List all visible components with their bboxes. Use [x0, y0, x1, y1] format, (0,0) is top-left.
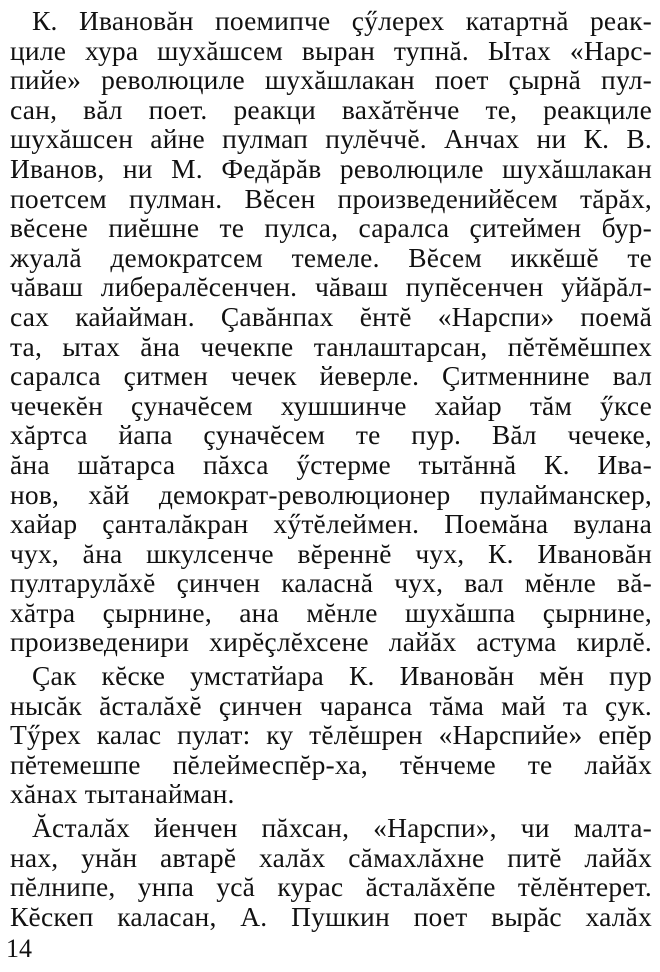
page-number: 14: [6, 934, 32, 963]
paragraph-2: [10, 661, 652, 809]
text-line: Иванов, ни М. Федăрăв революциле шухăшлакан: [10, 152, 652, 184]
text-line: хăнах тытанайман.: [10, 778, 235, 810]
text-line: пултарулăхĕ çинчен каласнă чух, вал мĕнле вă-: [10, 567, 652, 599]
text-line: нов, хăй демократ-революционер пулайманскер,: [10, 478, 652, 510]
text-line: циле хура шухăшсем выран тупнă. Ытах «Нарс-: [10, 34, 652, 66]
text-line: поетсем пулман. Вĕсен произведенийĕсем тăрăх,: [10, 182, 652, 214]
text-line: чечекĕн çуначĕсем хушшинче хайар тăм ӳксе: [10, 389, 652, 421]
text-line: произведенири хирĕçлĕхсене лайăх астума кирлĕ.: [10, 626, 652, 658]
text-line: ăна шăтарса пăхса ӳстерме тытăннă К. Ива-: [10, 448, 652, 480]
text-line: пĕтемешпе пĕлеймеспĕр-ха, тĕнчеме те лайăх: [10, 748, 652, 780]
text-line: саралса çитмен чечек йеверле. Çитменнине вал: [10, 360, 652, 392]
text-line: хăтра çырнине, ана мĕнле шухăшпа çырнине,: [10, 596, 652, 628]
text-line: нах, унăн автарĕ халăх сăмахлăхне питĕ лайăх: [10, 841, 652, 873]
text-line: сан, вăл поет. реакци вахăтĕнче те, реакциле: [10, 93, 652, 125]
text-line: пийе» революциле шухăшлакан поет çырнă пул-: [10, 64, 652, 96]
text-line: нысăк ăсталăхĕ çинчен чаранса тăма май та çук.: [10, 689, 652, 721]
text-line: чăваш либералĕсенчен. чăваш пупĕсенчен уйăрăл-: [10, 271, 652, 303]
text-line: Ăсталăх йенчен пăхсан, «Нарспи», чи малта-: [32, 812, 652, 844]
text-line: Тӳрех калас пулат: ку тĕлĕшрен «Нарспийе» епĕр: [10, 719, 652, 751]
text-line: хайар çанталăкран хӳтĕлеймен. Поемăна вулана: [10, 508, 652, 540]
text-line: та, ытах ăна чечекпе танлаштарсан, пĕтĕмĕшпех: [10, 330, 652, 362]
text-line: Çак кĕске умстатйара К. Ивановăн мĕн пур: [32, 660, 652, 692]
text-line: вĕсене пиĕшне те пулса, саралса çитеймен бур-: [10, 212, 652, 244]
text-line: К. Ивановăн поемипче çӳлерех катартнă реак-: [32, 5, 652, 36]
text-line: чух, ăна шкулсенче вĕреннĕ чух, К. Ивановăн: [10, 537, 652, 569]
paragraph-3: [10, 813, 652, 931]
text-line: Кĕскеп каласан, А. Пушкин поет вырăс халăх: [10, 900, 652, 932]
body-text: [10, 6, 652, 931]
text-line: пĕлнипе, унпа усă курас ăсталăхĕпе тĕлĕнтерет.: [10, 871, 652, 903]
text-line: сах кайайман. Çавăнпах ĕнтĕ «Нарспи» поемă: [10, 300, 652, 332]
text-line: жуалă демократсем темеле. Вĕсем иккĕшĕ те: [10, 241, 652, 273]
text-line: хăртса йапа çуначĕсем те пур. Вăл чечеке,: [10, 419, 652, 451]
paragraph-1: [10, 6, 652, 657]
text-line: шухăшсен айне пулмап пулĕччĕ. Анчах ни К. В.: [10, 123, 652, 155]
